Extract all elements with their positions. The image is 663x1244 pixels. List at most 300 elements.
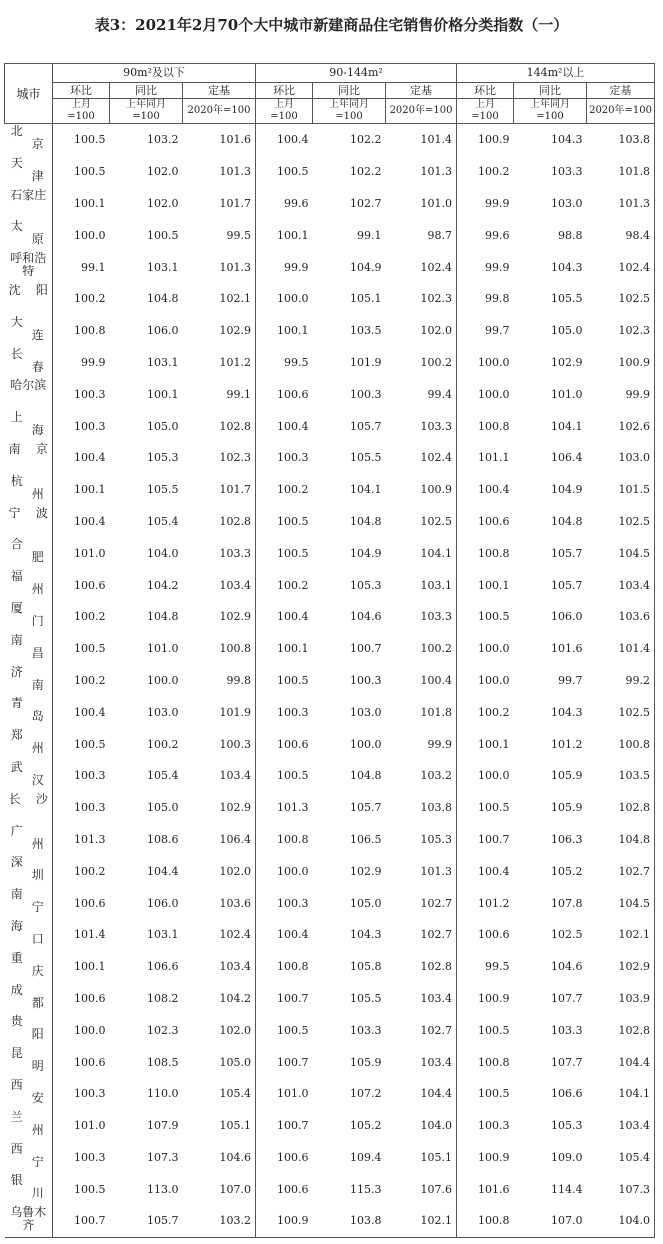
value-cell-large-yoy: 107.7 — [551, 991, 583, 1005]
value-cell-medium-mom: 100.5 — [277, 546, 309, 560]
value-cell-small-yoy: 104.0 — [147, 546, 179, 560]
value-cell-medium-mom: 100.3 — [277, 705, 309, 719]
value-cell-medium-yoy: 102.2 — [350, 165, 382, 179]
city-name: 大 连 — [10, 314, 44, 342]
value-cell-large-yoy: 104.3 — [551, 133, 583, 147]
value-cell-medium-fixed: 107.6 — [386, 1173, 457, 1205]
value-cell-large-mom: 100.8 — [478, 1055, 510, 1069]
value-cell-medium-mom: 100.5 — [277, 1023, 309, 1037]
table-row — [5, 1142, 655, 1174]
value-cell-medium-fixed: 104.1 — [386, 537, 457, 569]
value-cell-medium-fixed: 99.9 — [386, 728, 457, 760]
value-cell-small-fixed: 100.3 — [183, 728, 256, 760]
value-cell-medium-fixed: 98.7 — [386, 219, 457, 251]
city-cell — [5, 378, 53, 410]
value-cell-medium-mom: 100.8 — [277, 832, 309, 846]
value-cell-medium-fixed: 101.3 — [386, 855, 457, 887]
city-name: 天 津 — [10, 155, 44, 183]
city-cell — [5, 347, 53, 379]
value-cell-small-yoy: 106.0 — [147, 896, 179, 910]
value-cell-medium-fixed: 102.8 — [386, 951, 457, 983]
value-cell-small-fixed: 103.4 — [183, 569, 256, 601]
value-cell-medium-fixed: 103.3 — [386, 601, 457, 633]
value-cell-small-yoy: 102.0 — [147, 165, 179, 179]
value-cell-large-fixed: 102.5 — [587, 696, 655, 728]
value-cell-small-fixed: 99.5 — [183, 219, 256, 251]
value-cell-small-yoy: 113.0 — [147, 1182, 179, 1196]
value-cell-small-fixed: 99.8 — [183, 665, 256, 697]
value-cell-medium-fixed: 102.3 — [386, 283, 457, 315]
value-cell-large-mom: 100.5 — [478, 801, 510, 815]
value-cell-large-yoy: 107.8 — [551, 896, 583, 910]
city-cell — [5, 442, 53, 474]
table-row — [5, 1173, 655, 1205]
table-row — [5, 156, 655, 188]
value-cell-medium-mom: 100.1 — [277, 642, 309, 656]
value-cell-medium-mom: 100.4 — [277, 610, 309, 624]
value-cell-large-yoy: 105.9 — [551, 769, 583, 783]
value-cell-medium-yoy: 105.7 — [350, 801, 382, 815]
city-cell — [5, 760, 53, 792]
table-row — [5, 1078, 655, 1110]
value-cell-large-yoy: 105.5 — [551, 292, 583, 306]
value-cell-small-fixed: 102.9 — [183, 315, 256, 347]
value-cell-large-fixed: 100.9 — [587, 347, 655, 379]
value-cell-small-fixed: 102.3 — [183, 442, 256, 474]
value-cell-large-yoy: 114.4 — [551, 1182, 583, 1196]
value-cell-medium-fixed: 101.4 — [386, 124, 457, 156]
city-name: 太 原 — [10, 219, 44, 247]
city-name: 福 州 — [10, 569, 44, 597]
value-cell-large-fixed: 105.4 — [587, 1142, 655, 1174]
base-header-small-yoy: 上年同月 =100 — [110, 99, 183, 124]
value-cell-small-mom: 100.3 — [74, 1150, 106, 1164]
value-cell-small-fixed: 99.1 — [183, 378, 256, 410]
value-cell-large-yoy: 103.3 — [551, 165, 583, 179]
value-cell-medium-yoy: 103.0 — [350, 705, 382, 719]
value-cell-small-mom: 100.2 — [74, 292, 106, 306]
value-cell-large-mom: 100.5 — [478, 1023, 510, 1037]
value-cell-medium-yoy: 100.3 — [350, 673, 382, 687]
value-cell-large-mom: 101.2 — [478, 896, 510, 910]
value-cell-medium-yoy: 105.7 — [350, 419, 382, 433]
value-cell-large-yoy: 104.9 — [551, 483, 583, 497]
value-cell-small-yoy: 105.4 — [147, 769, 179, 783]
value-cell-large-mom: 99.8 — [485, 292, 510, 306]
value-cell-small-yoy: 101.0 — [147, 642, 179, 656]
value-cell-medium-fixed: 102.1 — [386, 1205, 457, 1237]
value-cell-small-mom: 100.6 — [74, 896, 106, 910]
table-row — [5, 951, 655, 983]
value-cell-small-fixed: 102.8 — [183, 410, 256, 442]
value-cell-small-mom: 100.3 — [74, 419, 106, 433]
table-row — [5, 442, 655, 474]
value-cell-medium-mom: 100.3 — [277, 451, 309, 465]
table-row — [5, 1205, 655, 1237]
city-name: 南 京 — [8, 441, 48, 456]
value-cell-large-fixed: 98.4 — [587, 219, 655, 251]
value-cell-medium-fixed: 101.3 — [386, 156, 457, 188]
city-name: 广 州 — [10, 823, 44, 851]
value-cell-large-mom: 100.0 — [478, 642, 510, 656]
value-cell-small-mom: 100.0 — [74, 228, 106, 242]
value-cell-medium-fixed: 103.8 — [386, 792, 457, 824]
value-cell-large-mom: 100.0 — [478, 355, 510, 369]
city-name: 兰 州 — [10, 1109, 44, 1137]
value-cell-large-yoy: 104.3 — [551, 260, 583, 274]
city-cell — [5, 1205, 53, 1237]
value-cell-large-mom: 100.8 — [478, 419, 510, 433]
value-cell-small-yoy: 103.0 — [147, 705, 179, 719]
page-title: 表3：2021年2月70个大中城市新建商品住宅销售价格分类指数（一） — [94, 16, 569, 34]
value-cell-large-fixed: 99.2 — [587, 665, 655, 697]
table-row — [5, 633, 655, 665]
value-cell-large-yoy: 106.4 — [551, 451, 583, 465]
value-cell-large-fixed: 107.3 — [587, 1173, 655, 1205]
city-cell — [5, 887, 53, 919]
value-cell-large-mom: 100.8 — [478, 546, 510, 560]
value-cell-large-yoy: 107.7 — [551, 1055, 583, 1069]
value-cell-large-fixed: 104.0 — [587, 1205, 655, 1237]
value-cell-small-mom: 99.1 — [81, 260, 106, 274]
value-cell-medium-yoy: 104.8 — [350, 769, 382, 783]
city-cell — [5, 1173, 53, 1205]
value-cell-large-yoy: 104.1 — [551, 419, 583, 433]
value-cell-small-yoy: 105.3 — [147, 451, 179, 465]
value-cell-small-yoy: 108.6 — [147, 832, 179, 846]
city-name: 重 庆 — [10, 950, 44, 978]
table-row — [5, 887, 655, 919]
value-cell-medium-yoy: 102.9 — [350, 864, 382, 878]
value-cell-medium-fixed: 102.5 — [386, 506, 457, 538]
value-cell-medium-mom: 100.7 — [277, 991, 309, 1005]
value-cell-large-fixed: 100.8 — [587, 728, 655, 760]
value-cell-medium-mom: 100.4 — [277, 928, 309, 942]
value-cell-medium-mom: 99.5 — [284, 355, 309, 369]
value-cell-small-mom: 100.5 — [74, 737, 106, 751]
value-cell-medium-mom: 100.6 — [277, 1182, 309, 1196]
value-cell-medium-fixed: 102.0 — [386, 315, 457, 347]
value-cell-large-fixed: 102.4 — [587, 251, 655, 283]
value-cell-medium-fixed: 104.0 — [386, 1110, 457, 1142]
city-cell — [5, 855, 53, 887]
value-cell-small-fixed: 103.3 — [183, 537, 256, 569]
value-cell-large-mom: 100.4 — [478, 483, 510, 497]
value-cell-medium-mom: 100.8 — [277, 960, 309, 974]
table-row — [5, 474, 655, 506]
value-cell-medium-mom: 100.0 — [277, 292, 309, 306]
value-cell-large-mom: 101.1 — [478, 451, 510, 465]
value-cell-medium-mom: 100.7 — [277, 1119, 309, 1133]
value-cell-small-mom: 100.5 — [74, 133, 106, 147]
city-name: 呼和浩 特 — [10, 251, 47, 279]
value-cell-large-fixed: 104.5 — [587, 537, 655, 569]
value-cell-medium-fixed: 105.3 — [386, 824, 457, 856]
value-cell-large-fixed: 103.6 — [587, 601, 655, 633]
value-cell-small-fixed: 105.4 — [183, 1078, 256, 1110]
value-cell-small-fixed: 102.0 — [183, 855, 256, 887]
value-cell-large-mom: 100.0 — [478, 769, 510, 783]
value-cell-small-mom: 100.6 — [74, 991, 106, 1005]
value-cell-small-yoy: 103.1 — [147, 260, 179, 274]
value-cell-large-yoy: 104.3 — [551, 705, 583, 719]
value-cell-medium-yoy: 104.3 — [350, 928, 382, 942]
value-cell-small-mom: 100.4 — [74, 705, 106, 719]
city-cell — [5, 951, 53, 983]
value-cell-large-fixed: 103.8 — [587, 124, 655, 156]
value-cell-small-mom: 101.0 — [74, 546, 106, 560]
group-header-large: 144m²以上 — [457, 64, 655, 83]
value-cell-large-yoy: 106.6 — [551, 1087, 583, 1101]
value-cell-medium-yoy: 101.9 — [350, 355, 382, 369]
value-cell-small-mom: 101.3 — [74, 832, 106, 846]
table-row — [5, 219, 655, 251]
city-name: 长 沙 — [8, 791, 48, 806]
value-cell-large-mom: 100.1 — [478, 737, 510, 751]
value-cell-medium-mom: 100.6 — [277, 737, 309, 751]
value-cell-large-yoy: 105.7 — [551, 578, 583, 592]
value-cell-small-fixed: 101.2 — [183, 347, 256, 379]
value-cell-medium-fixed: 101.8 — [386, 696, 457, 728]
value-cell-medium-fixed: 101.0 — [386, 188, 457, 220]
city-name: 南 宁 — [10, 887, 44, 915]
value-cell-medium-yoy: 103.3 — [350, 1023, 382, 1037]
value-cell-medium-fixed: 100.2 — [386, 347, 457, 379]
value-cell-large-yoy: 103.0 — [551, 196, 583, 210]
value-cell-small-fixed: 103.2 — [183, 1205, 256, 1237]
value-cell-medium-yoy: 103.8 — [313, 1205, 386, 1237]
base-header-medium-yoy: 上年同月 =100 — [313, 99, 386, 124]
value-cell-small-mom: 100.5 — [74, 642, 106, 656]
value-cell-small-yoy: 100.1 — [147, 387, 179, 401]
value-cell-small-fixed: 101.6 — [183, 124, 256, 156]
value-cell-medium-yoy: 105.2 — [350, 1119, 382, 1133]
value-cell-small-fixed: 102.9 — [183, 792, 256, 824]
value-cell-medium-yoy: 105.3 — [350, 578, 382, 592]
value-cell-large-mom: 100.8 — [457, 1205, 514, 1237]
value-cell-small-mom: 100.0 — [74, 1023, 106, 1037]
city-name: 合 肥 — [10, 537, 44, 565]
city-name: 沈 阳 — [8, 282, 48, 297]
city-name: 贵 阳 — [10, 1014, 44, 1042]
value-cell-large-yoy: 107.0 — [514, 1205, 587, 1237]
city-cell — [5, 569, 53, 601]
table-row — [5, 728, 655, 760]
value-cell-large-fixed: 104.4 — [587, 1046, 655, 1078]
value-cell-large-fixed: 101.8 — [587, 156, 655, 188]
value-cell-large-fixed: 103.5 — [587, 760, 655, 792]
value-cell-medium-yoy: 104.9 — [350, 546, 382, 560]
value-cell-small-mom: 99.9 — [81, 355, 106, 369]
value-cell-small-mom: 100.6 — [74, 1055, 106, 1069]
city-cell — [5, 728, 53, 760]
city-cell — [5, 1078, 53, 1110]
value-cell-large-yoy: 105.9 — [551, 801, 583, 815]
table-row — [5, 410, 655, 442]
city-name: 青 岛 — [10, 696, 44, 724]
value-cell-medium-yoy: 105.8 — [350, 960, 382, 974]
value-cell-large-yoy: 105.7 — [551, 546, 583, 560]
value-cell-medium-mom: 100.4 — [277, 419, 309, 433]
value-cell-small-fixed: 102.8 — [183, 506, 256, 538]
value-cell-large-mom: 99.7 — [485, 324, 510, 338]
value-cell-large-mom: 100.2 — [478, 705, 510, 719]
value-cell-small-yoy: 108.5 — [147, 1055, 179, 1069]
city-name: 上 海 — [10, 410, 44, 438]
value-cell-large-fixed: 103.4 — [587, 569, 655, 601]
value-cell-large-yoy: 109.0 — [551, 1150, 583, 1164]
value-cell-medium-yoy: 104.6 — [350, 610, 382, 624]
metric-header-small-mom: 环比 — [53, 83, 110, 99]
city-name: 深 圳 — [10, 855, 44, 883]
value-cell-large-fixed: 102.5 — [587, 283, 655, 315]
table-row — [5, 315, 655, 347]
value-cell-small-yoy: 102.0 — [147, 196, 179, 210]
city-name: 昆 明 — [10, 1046, 44, 1074]
value-cell-medium-fixed: 103.4 — [386, 983, 457, 1015]
value-cell-medium-mom: 100.5 — [277, 769, 309, 783]
value-cell-small-fixed: 103.4 — [183, 760, 256, 792]
city-cell — [5, 601, 53, 633]
value-cell-medium-fixed: 103.1 — [386, 569, 457, 601]
value-cell-large-fixed: 102.8 — [587, 1014, 655, 1046]
value-cell-large-yoy: 106.0 — [551, 610, 583, 624]
value-cell-medium-fixed: 102.4 — [386, 442, 457, 474]
city-cell — [5, 1142, 53, 1174]
value-cell-large-fixed: 102.6 — [587, 410, 655, 442]
value-cell-small-yoy: 103.2 — [147, 133, 179, 147]
value-cell-medium-mom: 100.6 — [277, 387, 309, 401]
value-cell-small-yoy: 104.2 — [147, 578, 179, 592]
metric-header-medium-mom: 环比 — [256, 83, 313, 99]
value-cell-small-fixed: 104.6 — [183, 1142, 256, 1174]
value-cell-medium-fixed: 104.4 — [386, 1078, 457, 1110]
value-cell-small-yoy: 104.4 — [147, 864, 179, 878]
value-cell-large-yoy: 105.3 — [551, 1119, 583, 1133]
city-name: 北 京 — [10, 124, 44, 151]
city-cell — [5, 506, 53, 538]
city-name: 成 都 — [10, 982, 44, 1010]
value-cell-small-fixed: 101.9 — [183, 696, 256, 728]
value-cell-large-mom: 100.2 — [478, 165, 510, 179]
value-cell-medium-yoy: 104.9 — [350, 260, 382, 274]
value-cell-small-mom: 100.2 — [74, 864, 106, 878]
value-cell-medium-yoy: 104.8 — [350, 514, 382, 528]
value-cell-large-fixed: 104.8 — [587, 824, 655, 856]
base-header-large-yoy: 上年同月 =100 — [514, 99, 587, 124]
city-column-header: 城市 — [5, 64, 53, 124]
table-row — [5, 601, 655, 633]
value-cell-medium-fixed: 102.7 — [386, 887, 457, 919]
value-cell-medium-yoy: 100.3 — [350, 387, 382, 401]
table-row — [5, 1110, 655, 1142]
value-cell-small-yoy: 104.8 — [147, 292, 179, 306]
value-cell-large-fixed: 103.9 — [587, 983, 655, 1015]
value-cell-medium-yoy: 99.1 — [357, 228, 382, 242]
value-cell-medium-yoy: 105.5 — [350, 991, 382, 1005]
value-cell-small-yoy: 100.0 — [147, 673, 179, 687]
city-name: 郑 州 — [10, 728, 44, 756]
city-name: 西 宁 — [10, 1141, 44, 1169]
value-cell-large-mom: 99.6 — [485, 228, 510, 242]
value-cell-small-fixed: 102.9 — [183, 601, 256, 633]
city-name: 哈尔滨 — [10, 378, 47, 393]
metric-header-large-yoy: 同比 — [514, 83, 587, 99]
table-row — [5, 665, 655, 697]
metric-header-small-yoy: 同比 — [110, 83, 183, 99]
city-cell — [5, 219, 53, 251]
value-cell-medium-yoy: 103.5 — [350, 324, 382, 338]
value-cell-medium-mom: 100.0 — [277, 864, 309, 878]
value-cell-medium-mom: 99.6 — [284, 196, 309, 210]
table-row — [5, 919, 655, 951]
value-cell-small-mom: 100.4 — [74, 451, 106, 465]
value-cell-small-yoy: 105.0 — [147, 801, 179, 815]
value-cell-large-yoy: 104.6 — [551, 960, 583, 974]
value-cell-large-mom: 99.5 — [485, 960, 510, 974]
table-row — [5, 506, 655, 538]
value-cell-small-fixed: 101.3 — [183, 156, 256, 188]
value-cell-small-mom: 100.1 — [74, 196, 106, 210]
value-cell-small-yoy: 106.6 — [147, 960, 179, 974]
city-cell — [5, 1046, 53, 1078]
value-cell-large-yoy: 105.0 — [551, 324, 583, 338]
value-cell-small-yoy: 108.2 — [147, 991, 179, 1005]
city-cell — [5, 315, 53, 347]
value-cell-large-mom: 101.6 — [478, 1182, 510, 1196]
value-cell-medium-yoy: 100.0 — [350, 737, 382, 751]
value-cell-large-mom: 100.6 — [478, 514, 510, 528]
value-cell-small-yoy: 105.4 — [147, 514, 179, 528]
value-cell-medium-mom: 100.5 — [277, 165, 309, 179]
city-cell — [5, 665, 53, 697]
table-row — [5, 537, 655, 569]
table-row — [5, 188, 655, 220]
value-cell-small-fixed: 102.0 — [183, 1014, 256, 1046]
value-cell-medium-mom: 100.2 — [277, 578, 309, 592]
base-header-medium-mom: 上月 =100 — [256, 99, 313, 124]
city-name: 宁 波 — [8, 505, 48, 520]
value-cell-large-yoy: 106.3 — [551, 832, 583, 846]
metric-header-medium-fixed: 定基 — [386, 83, 457, 99]
value-cell-small-yoy: 105.5 — [147, 483, 179, 497]
value-cell-small-yoy: 110.0 — [147, 1087, 179, 1101]
value-cell-medium-yoy: 104.1 — [350, 483, 382, 497]
value-cell-large-fixed: 102.9 — [587, 951, 655, 983]
value-cell-small-mom: 100.3 — [74, 387, 106, 401]
city-cell — [5, 156, 53, 188]
value-cell-large-yoy: 101.2 — [551, 737, 583, 751]
value-cell-medium-yoy: 105.9 — [350, 1055, 382, 1069]
value-cell-medium-yoy: 100.7 — [350, 642, 382, 656]
city-cell — [5, 537, 53, 569]
value-cell-large-mom: 100.0 — [478, 673, 510, 687]
city-cell — [5, 251, 53, 283]
value-cell-small-fixed: 101.3 — [183, 251, 256, 283]
value-cell-large-fixed: 99.9 — [587, 378, 655, 410]
city-name: 石家庄 — [10, 187, 47, 202]
table-row — [5, 1046, 655, 1078]
value-cell-medium-fixed: 103.3 — [386, 410, 457, 442]
value-cell-medium-fixed: 102.7 — [386, 919, 457, 951]
value-cell-large-mom: 99.9 — [485, 260, 510, 274]
value-cell-small-fixed: 102.4 — [183, 919, 256, 951]
table-row — [5, 347, 655, 379]
value-cell-small-fixed: 101.7 — [183, 188, 256, 220]
value-cell-small-yoy: 100.5 — [147, 228, 179, 242]
city-name: 厦 门 — [10, 600, 44, 628]
table-row — [5, 251, 655, 283]
